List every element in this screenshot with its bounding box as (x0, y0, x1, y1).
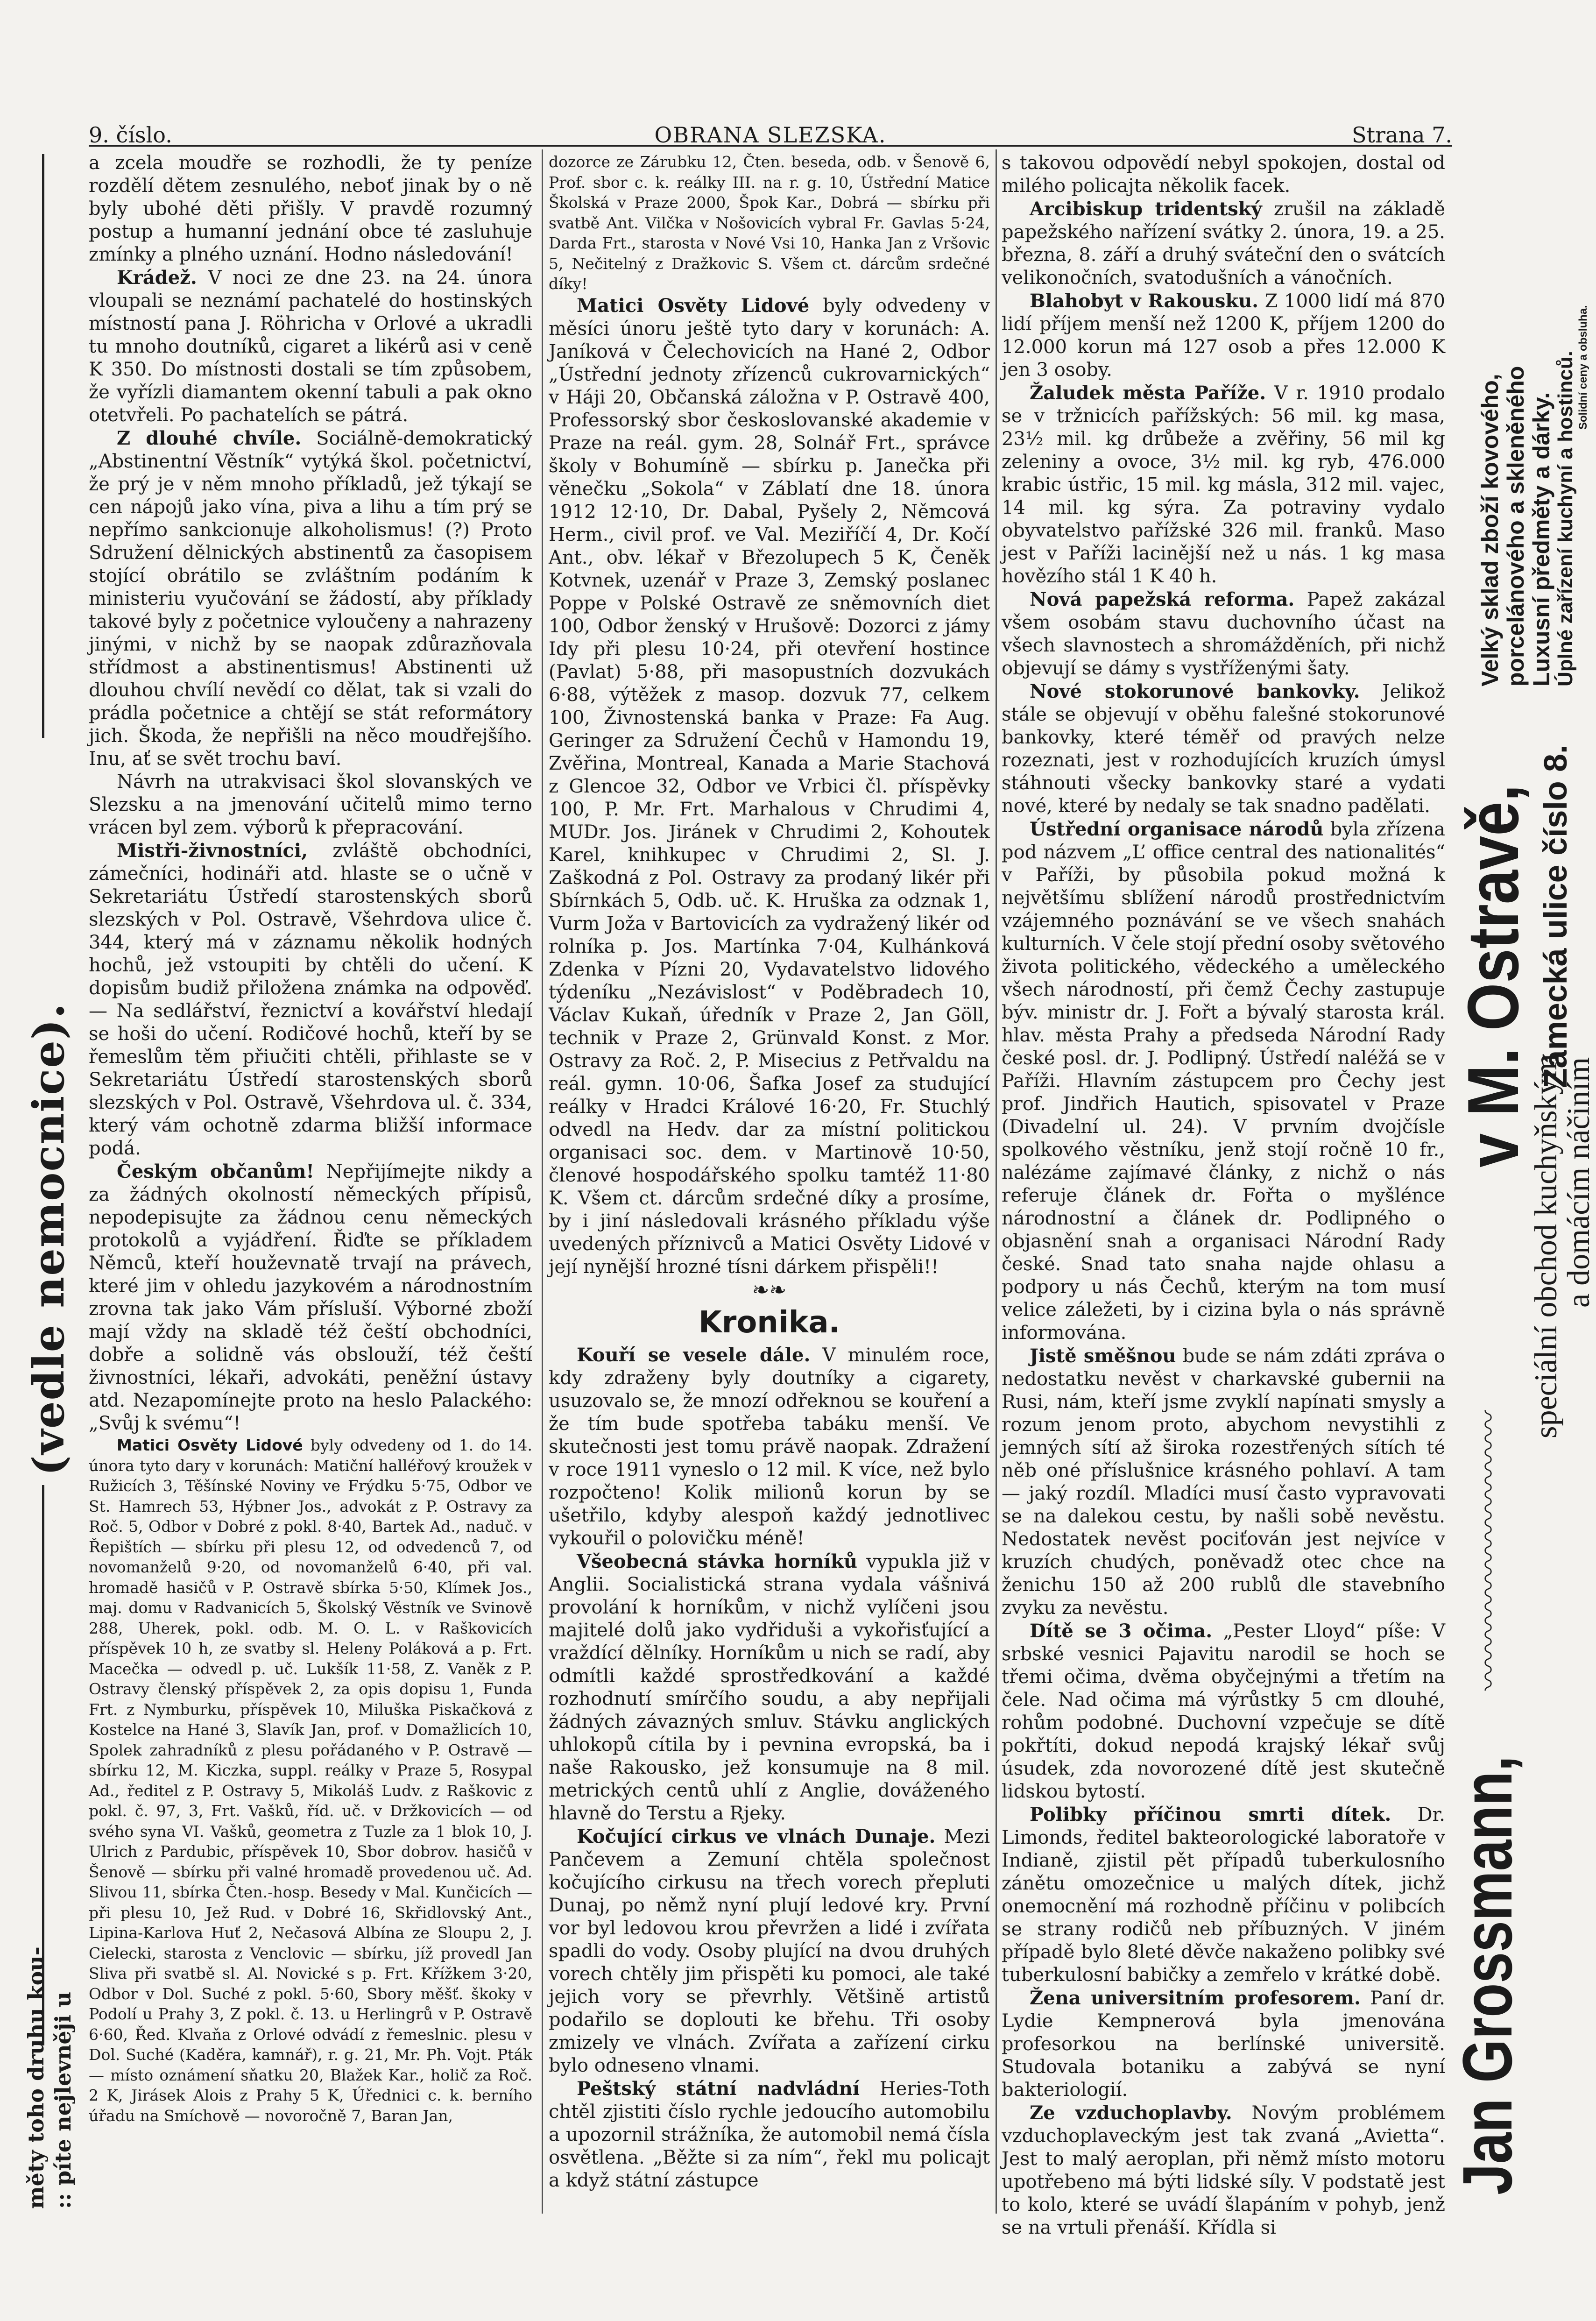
article-body: Mezi Pančevem a Zemuní chtěla společnost kočujícího cirkusu na třech vorech přepluti Dunaj, po němž nyní plují ledové kry. První vor byl ledovou krou převržen a lidé i zvířata spadli do vody. Osoby plující na dvou druhých vorech chtěly jim přispěti ku pomoci, ale také jejich vory se převrhly. Většině artistů podařilo se doplouti ke břehu. Tři osoby zmizely ve vlnách. Zvířata a zařízení cirku bylo odneseno vlnami. (549, 1826, 990, 2076)
article-body: byly odvedeny v měsíci únoru ještě tyto dary v korunách: A. Janíková v Čelechovicích na Hané 2, Odbor „Ústřední jednoty zřízenců cukrovarnických“ v Háji 20, Občanská záložna v P. Ostravě 400, Professorský sbor českoslovanské akademie v Praze na reál. gym. 28, Solnář Frt., správce školy v Bohumíně — sbírku p. Janečka při věnečku „Sokola“ v Záblatí dne 18. února 1912 12·10, Dr. Dabal, Pyšely 2, Němcová Herm., civil prof. ve Val. Meziříčí 4, Dr. Kočí Ant., obv. lékař v Březolupech 5 K, Čeněk Kotvnek, uzenář v Praze 3, Zemský poslanec Poppe v Polské Ostravě ze sněmovních diet 100, Odbor ženský v Hrušově: Dozorci z jámy Idy při plesu 10·24, při otevření hostince (Pavlat) 5·88, při masopustních dozvukách 6·88, výtěžek z masop. dozvuk 77, celkem 100, Živnostenská banka v Praze: Fa Aug. Geringer za Sdružení Čechů v Hamondu 19, Zvěřina, Montreal, Kanada a Marie Stachová z Glencoe 32, Odbor ve Vrbici čl. příspěvky 100, P. Mr. Frt. Marhalous v Chrudimi 4, MUDr. Jos. Jiránek v Chrudimi 2, Kohoutek Karel, knihkupec v Chrudimi 2, Sl. J. Zaškodná z Pol. Ostravy za prodaný likér při Sbírnkách 5, Odb. uč. K. Hruška za odznak 1, Vurm Joža v Bartovicích za vydražený likér od rolníka p. Jos. Martínka 7·04, Kulhánková Zdenka v Pízni 20, Vydavatelstvo lidového týdeníku „Nezávislost“ v Poděbradech 10, Václav Kukaň, úředník v Praze 2, Jan Göll, technik v Praze 2, Grünvald Konst. z Mor. Ostravy za Roč. 2, P. Misecius z Petřvaldu na reál. gymn. 10·06, Šafka Josef za studující reálky v Hradci Králové 16·20, Fr. Stuchlý odvedl na Hedv. dar za místní politickou organisaci soc. dem. v Martinově 10·50, členové hospodářského spolku tamtéž 11·80 K. Všem ct. dárcům srdečné díky a prosíme, by i jiní následovali krásného příkladu výše uvedených příznivců a Matici Osvěty Lidové v její nynější hrozné tísni dárkem přispěli!! (549, 295, 990, 1278)
article-title: Kočující cirkus ve vlnách Dunaje. (577, 1825, 936, 1847)
advert-name: Jan Grossmann, (1448, 1755, 1526, 2195)
article-title: Matici Osvěty Lidové (117, 1436, 303, 1454)
issue-number: 9. číslo. (89, 122, 172, 148)
article-mistri (89, 839, 532, 1160)
article-continuation: s takovou odpovědí nebyl spokojen, dostal od milého policajta několik facek. (1002, 152, 1445, 197)
article-title: Ze vzduchoplavby. (1030, 2102, 1232, 2124)
wavy-ornament-icon: 〰〰〰〰〰〰〰〰〰〰 (1473, 1410, 1506, 1691)
article-body: Paní dr. Lydie Kempnerová byla jmenována profesorkou na berlínské universitě. Studovala botaniku a zabývá se nyní bakteriologií. (1002, 1988, 1446, 2101)
article-title: Blahobyt v Rakousku. (1030, 290, 1259, 312)
article-blahobyt (1002, 290, 1445, 382)
article-body: zrušil na základě papežského nařízení svátky 2. února, 19. a 25. března, 8. září a druhý sváteční den o svátcích velikonočních, svatodušních a vánočních. (1002, 198, 1446, 289)
article-title: Jistě směšnou (1030, 1345, 1176, 1367)
article-body: „Pester Lloyd“ píše: V srbské vesnici Pajavitu narodil se hoch se třemi očima, dvěma obyčejnými a třetím na čele. Nad očima má výrůstky 5 cm dlouhé, rohům podobné. Duchovní vzpečuje se dítě pokřtíti, dokud nepodá krajský lékař svůj úsudek, zda novorozené dítě jest skutečně lidskou bytostí. (1002, 1620, 1445, 1802)
article-arcibiskup (1002, 198, 1445, 290)
article-zaludek (1002, 382, 1445, 588)
article-title: Dítě se 3 očima. (1030, 1620, 1213, 1642)
article-bankovky (1002, 680, 1445, 818)
margin-bottom-line1: měty toho druhu kou- (23, 1946, 49, 2209)
advert-desc5: Solidní ceny a obsluha. (1577, 305, 1589, 430)
article-title: Mistři-živnostníci, (117, 840, 308, 862)
column-2 (549, 152, 990, 2216)
article-body: Papež zakázal všem osobám stavu duchovního účast na všech slavnostech a shromážděních, při nichž objevují se dámy s vystříženými šaty. (1002, 589, 1445, 679)
article-navrh: Návrh na utrakvisaci škol slovanských ve Slezsku a na jmenování učitelů mimo terno vrácen byl zem. výborů k přepracování. (89, 771, 532, 838)
page-number: Strana 7. (1352, 122, 1452, 148)
article-polibky (1002, 1803, 1445, 1987)
article-body: Sociálně-demokratický „Abstinentní Věstník“ vytýká škol. početnictví, že prý je v něm mnoho příkladů, jež týkají se cen nápojů jako vína, piva a lihu a tím prý se nepřímo sankcionuje alkoholismus! (?) Proto Sdružení dělnických abstinentů za časopisem stojící obrátilo se zvláštním podáním k ministeriu vyučování se žádostí, aby příklady takové byly z početnice vyloučeny a nahrazeny jinými, v nichž by se naopak zdůrazňovala střídmost a abstinentismus! Abstinenti už dlouhou chvílí nevědí co dělat, tak si vzali do prádla početnice a chtějí se stát reformátory jich. Škoda, že nepřišli na něco moudřejšího. Inu, ať se svět trochu baví. (89, 428, 533, 770)
article-zena (1002, 1987, 1445, 2102)
article-organisace (1002, 818, 1445, 1344)
article-title: Arcibiskup tridentský (1030, 198, 1262, 220)
article-title: Polibky příčinou smrti dítek. (1030, 1804, 1391, 1826)
header-rule (89, 145, 1452, 147)
article-body: bude se nám zdáti zpráva o nedostatku nevěst v charkavské gubernii na Rusi, nám, kteří jsme zvyklí napínati smysly a rozum jenom proto, abychom nevystihli z jemných sítí až široka rozestřených sítích té něb oné příslušnice krásného pohlaví. A tam — jaký rozdíl. Mladíci musí často vypravovati se na dalekou cestu, by našli sobě nevěstu. Nedostatek nevěst pociťován jest nejvíce v kruzích chudých, poněvadž otec chce na ženichu 150 až 200 rublů dle stavebního zvyku za nevěstu. (1002, 1345, 1446, 1619)
article-cirkus (549, 1825, 990, 2077)
article-kradez (89, 266, 532, 427)
article-title: Žaludek města Paříže. (1030, 382, 1266, 404)
article-title: Všeobecná stávka horníků (577, 1550, 858, 1572)
article-title: Krádež. (117, 267, 197, 289)
margin-bottom-line2: :: píte nejlevněji u (50, 1991, 76, 2209)
ornament-icon: ❧❧ (752, 1278, 787, 1302)
advert-city: v M. Ostravě, (1453, 784, 1533, 1168)
article-body: Heries-Toth chtěl zjistiti číslo rychle jedoucího automobilu a upozornil strážníka, že automobil nemá čísla osvětlena. „Běžte si za ním“, řekl mu policajt a když státní zástupce (549, 2078, 990, 2191)
advertisement-grossmann (1448, 140, 1596, 2218)
article-matici-osvety-unor (549, 294, 990, 1279)
advert-street: Zámecká ulice číslo 8. (1537, 744, 1574, 1088)
article-dite (1002, 1620, 1445, 1803)
left-margin-ad (19, 154, 79, 2218)
section-heading-kronika: Kronika. (699, 1305, 840, 1340)
column-3 (1002, 152, 1446, 2238)
article-z-dlouhe-chvile (89, 427, 532, 771)
article-body: V minulém roce, kdy zdraženy byly doutníky a cigarety, usuzovalo se, že mnozí odřeknou se kouření a že tím bude spotřeba tabáku menší. Ve skutečnosti jest tomu právě naopak. Zdražení v roce 1911 vyneslo o 12 mil. K více, než bylo rozpočteno! Kolik milionů korun by se ušetřilo, kdyby alespoň každý jednotlivec vykouřil o polovičku méně! (549, 1344, 990, 1549)
article-title: Peštský státní nadvládní (577, 2077, 860, 2100)
article-body: byly odvedeny od 1. do 14. února tyto dary v korunách: Matiční halléřový kroužek v Ružicích 3, Těšínské Noviny ve Frýdku 5·75, Odbor ve St. Hamrech 53, Hýbner Jos., advokát z P. Ostravy za Roč. 5, Odbor v Dobré z pokl. 8·40, Bartek Ad., naduč. v Řepištích — sbírku při plesu 12, od odvedenců 7, od novomanželů 9·20, od novomanželů 6·40, při val. hromadě hasičů v P. Ostravě sbírka 5·50, Klímek Jos., maj. domu v Radvanicích 5, Školský Věstník ve Svinově 288, Uherek, pokl. odb. M. O. L. v Raškovicích příspěvek 10 h, ze svatby sl. Heleny Poláková a p. Frt. Macečka — odvedl p. uč. Lukšík 11·58, Z. Vaněk z P. Ostravy členský příspěvek 2, za opis dopisu 1, Funda Frt. z Nymburku, příspěvek 10, Miluška Piskačková z Kostelce na Hané 3, Slavík Jan, prof. v Domažlicích 10, Spolek zahradníků z plesu pořádaného v P. Ostravě — sbírku 12, M. Kiczka, suppl. reálky v Praze 5, Rosypal Ad., ředitel z P. Ostravy 5, Mikoláš Ludv. z Raškovic z pokl. č. 97, 3, Frt. Vašků, říd. uč. v Držkovicích — od svého syna VI. Vašků, geometra z Tuzle za 1 blok 10, J. Ulrich z Pardubic, příspěvek 10, Sbor dobrov. hasičů v Šenově — sbírku při valné hromadě provedenou uč. Ad. Slivou 11, sbírka Čten.-hosp. Besedy v Mal. Kunčicích — při plesu 10, Jež Rud. v Dobré 16, Skřidlovský Ant., Lipina-Karlova Huť 2, Nečasová Albína ze Sloupu 2, J. Cielecki, starosta z Venclovic — sbírku, jíž provedl Jan Sliva při svatbě sl. Al. Novické s p. Frt. Křížkem 3·20, Odbor v Dol. Suché z pokl. 5·60, Sbory měšť. škoky v Podolí u Prahy 3, Z pokl. č. 13. u Herlingrů v P. Ostravě 6·60, Řed. Klvaňa z Orlové odvádí z řemeslnic. plesu v Dol. Suché (Kaděra, kamnář), r. g. 21, Mr. Ph. Vojt. Pták — místo oznámení sňatku 20, Blažek Kar., holič za Roč. 2 K, Jirásek Alois z Prahy 5 K, Úřednici c. k. berního úřadu na Smíchově — novoročně 7, Baran Jan, (89, 1436, 532, 2125)
article-body: byla zřízena pod názvem „L’ office central des nationalités“ v Paříži, by působila pokud možná k největšímu sblížení národů prostřednictvím vzájemného poznávání se ve všech snahách kulturních. V čele stojí přední osoby světového života politického, vědeckého a uměleckého všech národností, při čemž Čechy zastupuje býv. ministr dr. J. Fořt a bývalý starosta král. hlav. města Prahy a předseda Národní Rady české posl. dr. J. Podlipný. Ústředí naléžá se v Paříži. Hlavním zástupcem pro Čechy jest prof. Jindřich Hautich, spisovatel v Praze (Divadelní ul. 24). V prvním dvojčísle spolkového věstníku, jenž stojí ročně 10 fr., nalézáme zajímavé články, z nichž o nás referuje článek dr. Fořta o myšlénce národnostní a článek dr. Podlipného o objasnění snah a organisaci Národní Rady české. Snad tato snaha najde ohlasu a podpory u nás Čechů, kterým na tom musí velice záležeti, by i cizina byla o nás správně informována. (1002, 819, 1446, 1344)
article-body: Jelikož stále se objevují v oběhu falešné stokorunové bankovky, které téměř od pravých nelze rozeznati, jest v rozhodujících kruzích úmysl stáhnouti všecky bankovky staré a vydati nové, které by nedaly se tak snadno padělati. (1002, 681, 1445, 817)
article-title: Kouří se vesele dále. (577, 1344, 811, 1366)
article-title: Matici Osvěty Lidové (577, 294, 810, 317)
column-rule-2 (996, 149, 997, 2214)
newspaper-title: OBRANA SLEZSKA. (654, 122, 887, 148)
article-title: Českým občanům! (117, 1160, 314, 1182)
margin-rule-top (42, 154, 44, 738)
article-title: Nové stokorunové bankovky. (1030, 680, 1360, 702)
article-continuation: a zcela moudře se rozhodli, že ty peníze rozdělí dětem zesnulého, neboť jinak by o ně byly ubohé děti přišly. V pravdě rozumný postup a humanní jednání obce té zasluhuje zmínky a plného uznání. Hodno následování! (89, 152, 532, 265)
article-donor-list: dozorce ze Zárubku 12, Čten. beseda, odb. v Šenově 6, Prof. sbor c. k. reálky III. na r. g. 10, Ústřední Matice Školská v Praze 2000, Špok Kar., Dobrá — sbírku při svatbě Ant. Vilčka v Nošovicích vybral Fr. Gavlas 5·24, Darda Frt., starosta v Nové Vsi 10, Hanka Jan z Vršovic 5, Nečitelný z Dražkovic S. Všem ct. dárcům srdečné díky! (549, 153, 990, 293)
article-papezska (1002, 588, 1445, 680)
column-1 (89, 152, 532, 2216)
article-kouri (549, 1344, 990, 1550)
article-pestsky (549, 2077, 990, 2192)
advert-line1: speciální obchod kuchyňským (1528, 1054, 1563, 1438)
article-body: Dr. Limonds, ředitel bakteorologické laboratoře v Indianě, zjistil pět případů tuberkulosního zánětu omozečnice u malých dítek, jichž onemocnění má rozhodně příčinu v polibcích se strany rodičů neb příbuzných. V jiném případě bylo 8leté děvče nakaženo polibky své tuberkulosní babičky a zemřelo v krátké době. (1002, 1804, 1446, 1986)
article-stavka (549, 1550, 990, 1825)
article-matici-osvety (89, 1435, 532, 2126)
article-body: V r. 1910 prodalo se v tržnicích pařížských: 56 mil. kg masa, 23½ mil. kg drůbeže a zvěřiny, 56 mil kg zeleniny a ovoce, 3½ mil. kg ryb, 476.000 krabic ústřic, 15 mil. kg másla, 312 mil. vajec, 14 mil. kg sýra. Za potraviny vydalo obyvatelstvo pařížské 326 mil. franků. Maso jest v Paříži lacinější než u nás. 1 kg masa hovězího stál 1 K 40 h. (1002, 382, 1445, 587)
article-body: Z 1000 lidí má 870 lidí příjem menší než 1200 K, příjem 1200 do 12.000 korun má 127 osob a přes 12.000 K jen 3 osoby. (1002, 290, 1445, 381)
advert-desc2: porcelánového a skleněného (1503, 366, 1529, 686)
article-title: Z dlouhé chvíle. (117, 427, 302, 449)
advert-line2: a domácím náčiním (1561, 1057, 1596, 1308)
advert-desc4: Úplné zařízení kuchyní a hostinců. (1554, 351, 1577, 686)
article-body: Nepřijímejte nikdy a za žádných okolností německých přípisů, nepodepisujte za žádnou cenu německých protokolů a vyjádření. Řiďte se příkladem Němců, kteří houževnatě trvají na právech, které jim v ohledu jazykovém a národnostním zrovna tak jako Vám přísluší. Výborné zboží mají vždy na skladě též čeští obchodníci, dobře a solidně vás obslouží, též čeští živnostníci, lékaři, advokáti, peněžní ústavy atd. Nezapomínejte proto na heslo Palackého: „Svůj k svému“! (89, 1161, 532, 1434)
article-title: Nová papežská reforma. (1030, 588, 1295, 610)
advert-desc3: Luxusní předměty a dárky. (1528, 392, 1554, 686)
article-body: Novým problémem vzduchoplaveckým jest tak zvaná „Avietta“. Jest to malý aeroplan, při němž místo motoru upotřebeno má býti lidské síly. V podstatě jest to kolo, které se uvádí šlapáním v pohyb, jenž se na vrtuli přenáší. Křídla si (1002, 2102, 1445, 2238)
article-body: V noci ze dne 23. na 24. února vloupali se neznámí pachatelé do hostinských místností pana J. Röhricha v Orlové a ukradli tu mnoho doutníků, cigaret a likérů asi v ceně K 350. Do místnosti dostali se tím způsobem, že vyřízli diamantem okenní tabuli a pak okno otetvřeli. Po pachatelích se pátrá. (89, 267, 533, 426)
article-ceskym-obcanum (89, 1160, 532, 1435)
article-body: zvláště obchodníci, zámečníci, hodináři atd. hlaste se o učně v Sekretariátu Ústředí starostenských sborů slezských v Pol. Ostravě, Všehrdova ulice č. 344, který má v záznamu několik hodných hochů, jež vstoupiti by chtěli do učení. K dopisům budiž přiložena známka na odpověď. — Na sedlářství, řeznictví a kovářství hledají se hoši do učení. Rodičové hochů, kteří by se řemeslům těm přiučiti chtěli, přihlaste se v Sekretariátu Ústředí starostenských sborů slezských v Pol. Ostravě, Všehrdova ul. č. 334, který vám ochotně zdarma bližší informace podá. (89, 840, 532, 1159)
article-vzduchoplavba (1002, 2102, 1445, 2239)
margin-note: (vedle nemocnice). (23, 1002, 74, 1476)
advert-desc1: Velký sklad zboží kovového, (1477, 374, 1503, 686)
article-title: Ústřední organisace národů (1030, 818, 1324, 840)
article-title: Žena universitním profesorem. (1030, 1987, 1361, 2009)
article-smesnou (1002, 1344, 1445, 1620)
article-body: vypukla již v Anglii. Socialistická strana vydala vášnivá provolání k horníkům, v nichž vylíčeni jsou majitelé dolů jako vydřiduši a vykořisťující a vraždící dělníky. Horníkům u nich se radí, aby odmítli každé sprostředkování a každé rozhodnutí smírčího soudu, a aby nepřijali žádných závazných smluv. Stávku anglických uhlokopů cítila by i pevnina evropská, ba i naše Rakousko, jež konsumuje na 8 mil. metrických centů uhlí z Anglie, dováženého hlavně do Terstu a Rjeky. (549, 1550, 990, 1824)
column-rule-1 (542, 149, 543, 2214)
